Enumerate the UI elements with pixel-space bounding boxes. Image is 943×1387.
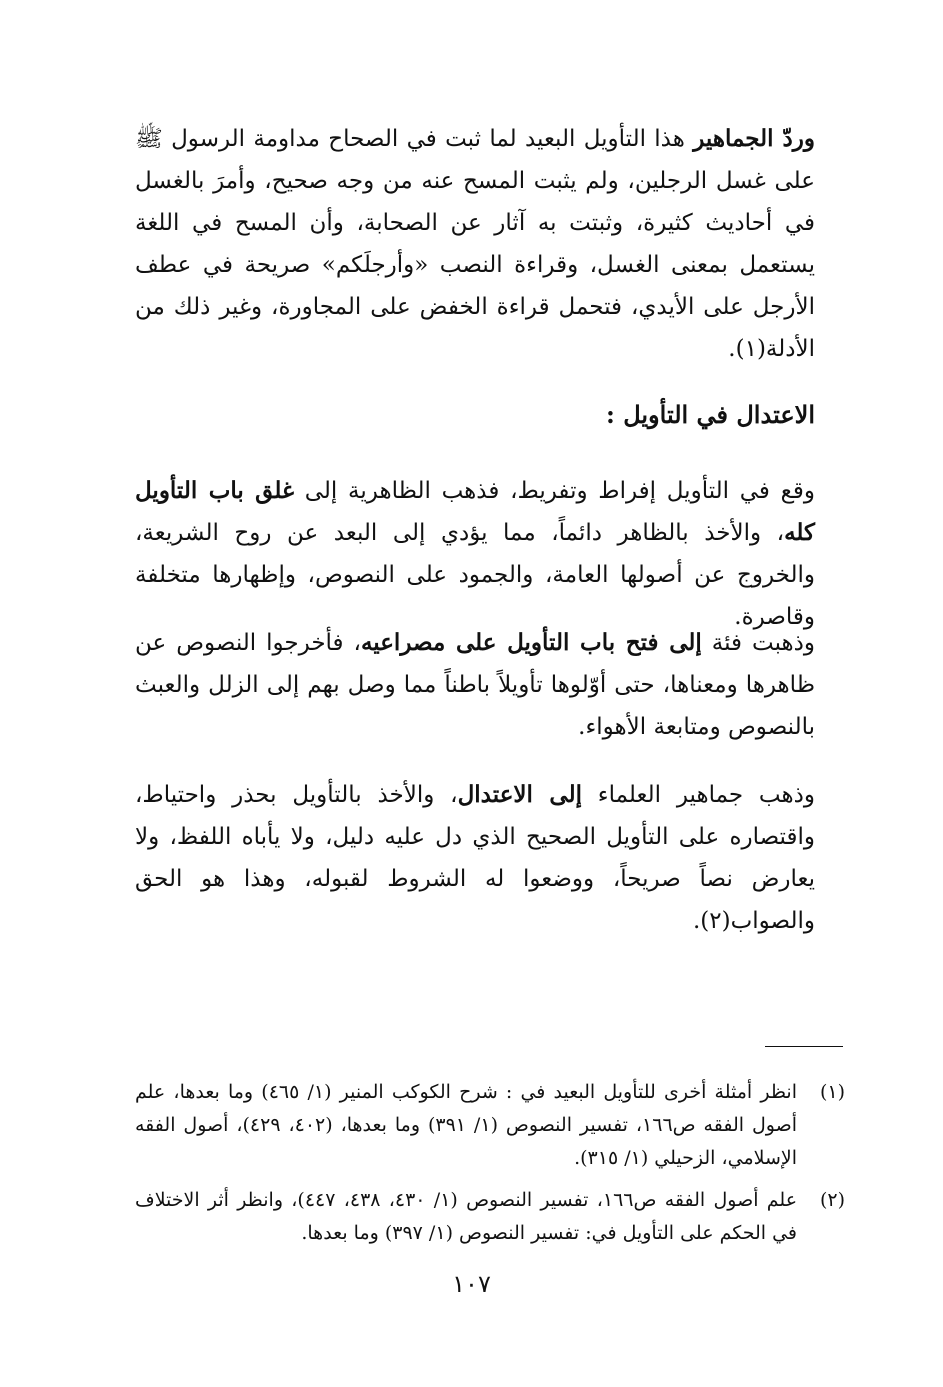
paragraph-bold-phrase: إلى الاعتدال xyxy=(457,781,582,808)
paragraph-text-end: ، والأخذ بالتأويل بحذر واحتياط، واقتصاره على التأويل الصحيح الذي دل عليه دليل، ولا يأباه اللفظ، ولا يعارض نصاً صريحاً، ووضعوا له الشروط لقبوله، وهذا هو الحق والصواب(٢). xyxy=(135,782,815,934)
paragraph-bold-phrase: إلى فتح باب التأويل على مصراعيه xyxy=(360,629,702,656)
paragraph-open-door xyxy=(135,622,815,748)
paragraph-bold-phrase: غلق باب التأويل كله xyxy=(135,477,815,546)
footnote-number: (١) xyxy=(819,1081,845,1103)
paragraph-lead-bold: وردّ الجماهير xyxy=(693,125,815,152)
paragraph-majority-response xyxy=(135,118,815,370)
page-number: ١٠٧ xyxy=(452,1270,491,1298)
footnote-1 xyxy=(135,1076,845,1175)
paragraph-text-start: وقع في التأويل إفراط وتفريط، فذهب الظاهرية إلى xyxy=(294,478,815,504)
paragraph-text-end: ، والأخذ بالظاهر دائماً، مما يؤدي إلى البعد عن روح الشريعة، والخروج عن أصولها العامة، والجمود على النصوص، وإظهارها متخلفة وقاصرة. xyxy=(135,520,815,630)
footnote-text: علم أصول الفقه ص١٦٦، تفسير النصوص (١/ ٤٣٠، ٤٣٨، ٤٤٧)، وانظر أثر الاختلاف في الحكم على التأويل في: تفسير النصوص (١/ ٣٩٧) وما بعدها. xyxy=(135,1189,798,1244)
paragraph-excess xyxy=(135,470,815,638)
footnote-text: انظر أمثلة أخرى للتأويل البعيد في : شرح الكوكب المنير (١/ ٤٦٥) وما بعدها، علم أصول الفقه ص١٦٦، تفسير النصوص (١/ ٣٩١) وما بعدها، (٤٠٢، ٤٢٩)، أصول الفقه الإسلامي، الزحيلي (١/ ٣١٥). xyxy=(135,1081,797,1169)
footnote-separator xyxy=(765,1046,843,1047)
section-heading: الاعتدال في التأويل : xyxy=(605,400,815,429)
footnote-number: (٢) xyxy=(819,1189,845,1211)
paragraph-text-start: وذهبت فئة xyxy=(701,630,815,656)
paragraph-text-end: ، فأخرجوا النصوص عن ظاهرها ومعناها، حتى أوّلوها تأويلاً باطناً مما وصل بهم إلى الزلل والعبث بالنصوص ومتابعة الأهواء. xyxy=(135,630,815,740)
paragraph-body: هذا التأويل البعيد لما ثبت في الصحاح مداومة الرسول ﷺ على غسل الرجلين، ولم يثبت المسح عنه من وجه صحيح، وأمرَ بالغسل في أحاديث كثيرة، وثبتت به آثار عن الصحابة، وأن المسح في اللغة يستعمل بمعنى الغسل، وقراءة النصب «وأرجلَكم» صريحة في عطف الأرجل على الأيدي، فتحمل قراءة الخفض على المجاورة، وغير ذلك من الأدلة(١). xyxy=(135,126,815,362)
paragraph-text-start: وذهب جماهير العلماء xyxy=(582,782,815,808)
footnote-2 xyxy=(135,1184,845,1250)
paragraph-moderation xyxy=(135,774,815,942)
